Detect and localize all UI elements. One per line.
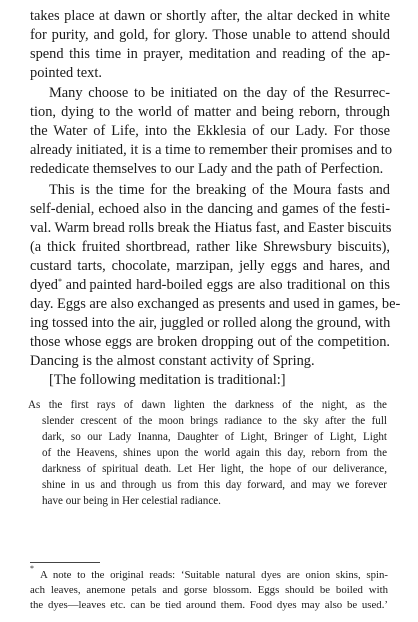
meditation-line: darkness of spiritual death. Let Her light, the hope of our deliverance, — [42, 463, 387, 475]
footnote-line: ach leaves, anemone petals and gorse blossom. Eggs should be boiled with — [30, 584, 388, 596]
meditation-line: dark, so our Lady Inanna, Daughter of Light, Bringer of Light, Light — [42, 431, 387, 443]
footnote-marker: * — [57, 277, 62, 286]
meditation-line: of the Heavens, shines upon the world again this day, reborn from the — [42, 447, 387, 459]
body-line: (a thick fruited shortbread, rather like Shrewsbury biscuits), — [30, 239, 390, 255]
body-line: those whose eggs are broken dropping out of the competition. — [30, 334, 390, 350]
meditation-line: shine in us and through us from this day forward, and may we forever — [42, 479, 387, 491]
body-line: tion, dying to the world of matter and being reborn, through — [30, 104, 390, 120]
footnote-rule — [30, 562, 100, 563]
body-line: day. Eggs are also exchanged as presents and used in games, be- — [30, 296, 401, 312]
body-line: self-denial, echoed also in the dancing and games of the festi- — [30, 201, 390, 217]
meditation-line: slender crescent of the moon brings radiance to the sky after the full — [42, 415, 387, 427]
body-line: Dancing is the almost constant activity of Spring. — [30, 353, 315, 369]
body-line: custard tarts, chocolate, marzipan, jelly eggs and hares, and — [30, 258, 390, 274]
body-line: spend this time in prayer, meditation and reading of the ap- — [30, 46, 390, 62]
body-line — [30, 278, 390, 292]
footnote-marker: * — [30, 564, 34, 573]
body-line: already initiated, it is a time to remember their promises and to — [30, 142, 393, 158]
body-line: ing tossed into the air, juggled or rolled along the ground, with — [30, 315, 391, 331]
meditation-line: As the first rays of dawn lighten the darkness of the night, as the — [28, 399, 387, 411]
meditation-intro: [The following meditation is traditional:] — [49, 372, 286, 388]
body-line-lead: dyed* and — [30, 277, 87, 293]
footnote-line — [30, 564, 388, 581]
body-line: This is the time for the breaking of the Moura fasts and — [49, 182, 390, 198]
body-line: val. Warm bread rolls break the Hiatus fast, and Easter biscuits — [30, 220, 392, 236]
footnote-line: the dyes—leaves etc. can be tied around them. Food dyes may also be used.’ — [30, 599, 388, 611]
body-line: the Water of Life, into the Ekklesia of our Lady. For those — [30, 123, 390, 139]
body-line: Many choose to be initiated on the day of the Resurrec- — [49, 85, 390, 101]
body-line: rededicate themselves to our Lady and the path of Perfection. — [30, 161, 384, 177]
meditation-line: have our being in Her celestial radiance. — [42, 495, 221, 507]
footnote-text: A note to the original reads: ‘Suitable natural dyes are onion skins, spin- — [40, 569, 388, 581]
body-line: for purity, and gold, for glory. Those unable to attend should — [30, 27, 390, 43]
body-line: takes place at dawn or shortly after, the altar decked in white — [30, 8, 390, 24]
body-line: pointed text. — [30, 65, 102, 81]
body-line-rest: painted hard-boiled eggs are also traditional on this — [89, 277, 390, 293]
